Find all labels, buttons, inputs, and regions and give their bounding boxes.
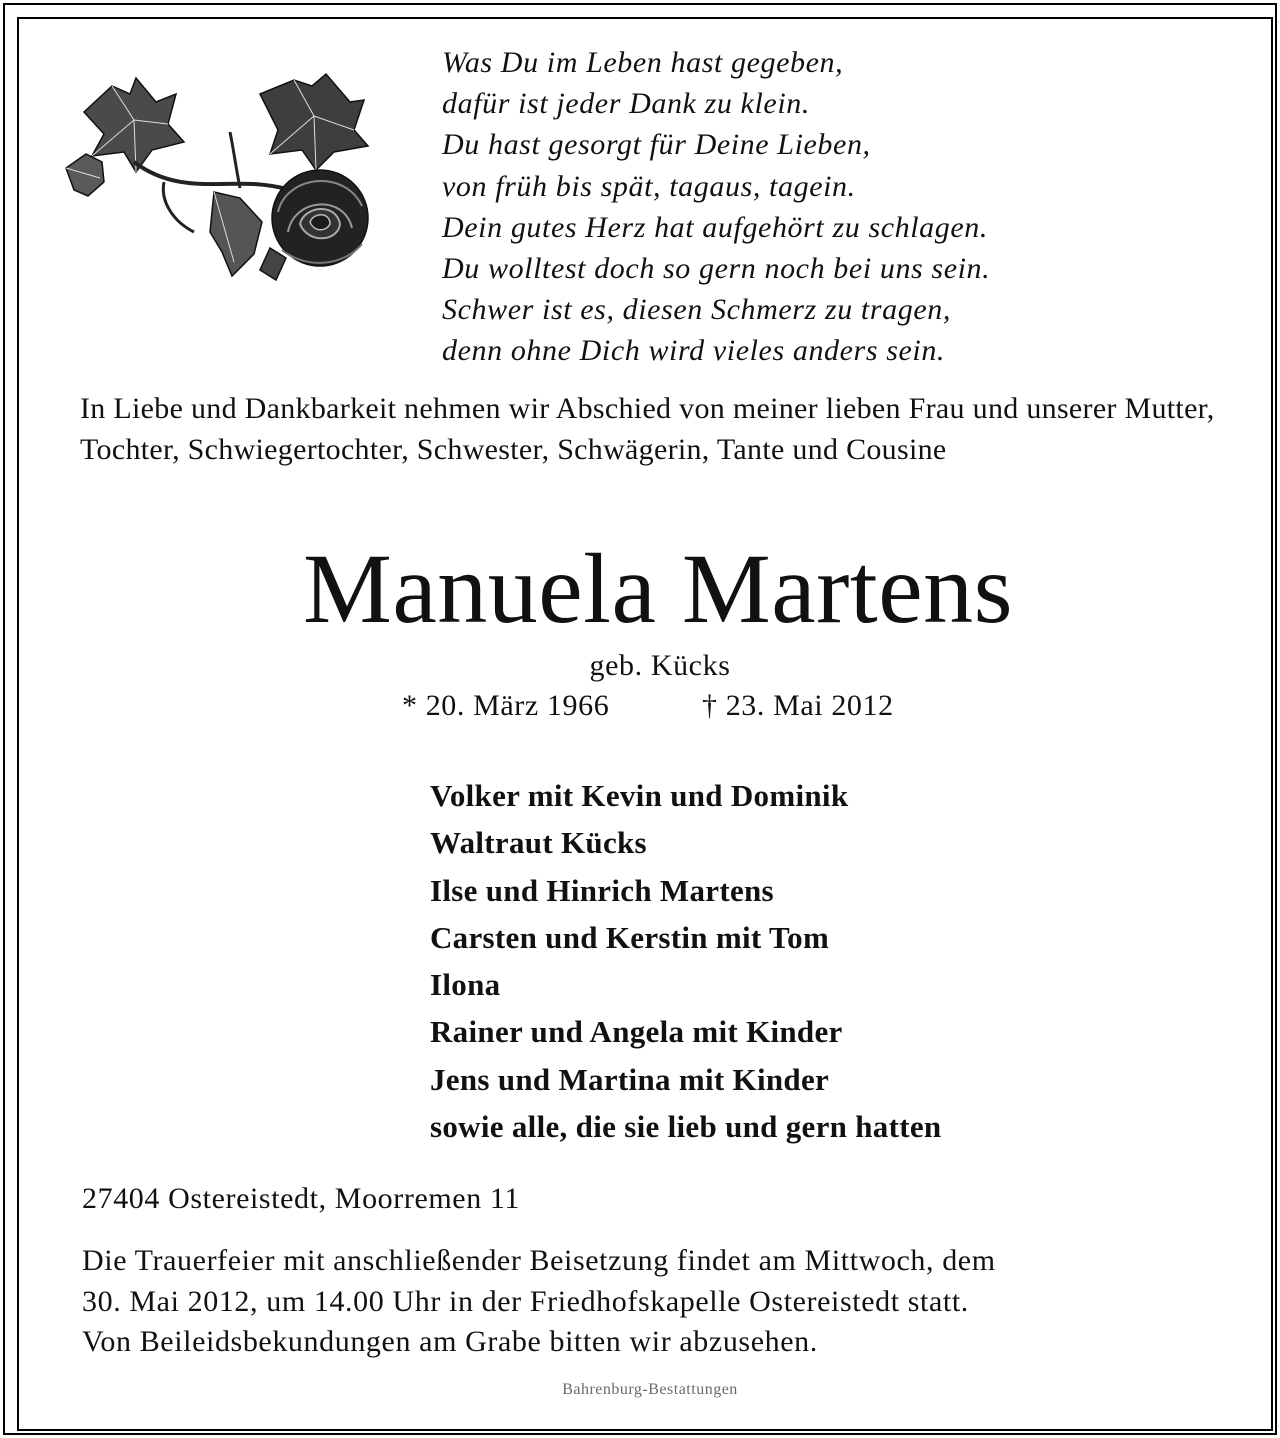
poem-line: Du hast gesorgt für Deine Lieben,: [442, 128, 871, 162]
poem-line: von früh bis spät, tagaus, tagein.: [442, 169, 856, 203]
poem-line: Schwer ist es, diesen Schmerz zu tragen,: [442, 293, 951, 327]
mourner-line: Volker mit Kevin und Dominik: [430, 778, 849, 813]
poem-line: dafür ist jeder Dank zu klein.: [442, 87, 810, 121]
birth-date: * 20. März 1966: [402, 689, 610, 722]
maiden-name: geb. Kücks: [589, 649, 731, 682]
poem-line: Was Du im Leben hast gegeben,: [442, 46, 844, 79]
mourner-line: Ilona: [430, 967, 501, 1003]
mourner-line: Ilse und Hinrich Martens: [430, 872, 774, 908]
deceased-name: Manuela Martens: [302, 533, 1014, 644]
funeral-home-credit: Bahrenburg-Bestattungen: [562, 1381, 738, 1398]
mourner-line: Waltraut Kücks: [430, 825, 647, 861]
mourner-line: Carsten und Kerstin mit Tom: [430, 919, 830, 955]
poem-line: Du wolltest doch so gern noch bei uns sein.: [442, 252, 991, 286]
mourner-line: Rainer und Angela mit Kinder: [430, 1014, 843, 1050]
mourner-line: sowie alle, die sie lieb und gern hatten: [430, 1109, 942, 1145]
rose-with-ivy-leaves-icon: [64, 72, 380, 284]
intro-paragraph: In Liebe und Dankbarkeit nehmen wir Abschied von meiner lieben Frau und unserer Mutter, Tochter, Schwiegertochter, Schwester, Schwägerin, Tante und Cousine: [80, 392, 1215, 466]
mourner-line: Jens und Martina mit Kinder: [430, 1061, 830, 1097]
death-date: † 23. Mai 2012: [702, 689, 894, 722]
poem-line: Dein gutes Herz hat aufgehört zu schlagen.: [442, 210, 988, 244]
poem-line: denn ohne Dich wird vieles anders sein.: [442, 334, 946, 368]
service-line: 30. Mai 2012, um 14.00 Uhr in der Friedhofskapelle Ostereistedt statt.: [82, 1284, 969, 1318]
service-notice: [82, 1241, 1212, 1363]
service-line: Von Beileidsbekundungen am Grabe bitten wir abzusehen.: [82, 1325, 818, 1358]
poem: [442, 42, 1142, 372]
family-address: 27404 Ostereistedt, Moorremen 11: [82, 1182, 520, 1215]
life-dates: [402, 686, 962, 726]
service-line: Die Trauerfeier mit anschließender Beisetzung findet am Mittwoch, dem: [82, 1244, 996, 1277]
mourners-list: [430, 772, 1130, 1150]
